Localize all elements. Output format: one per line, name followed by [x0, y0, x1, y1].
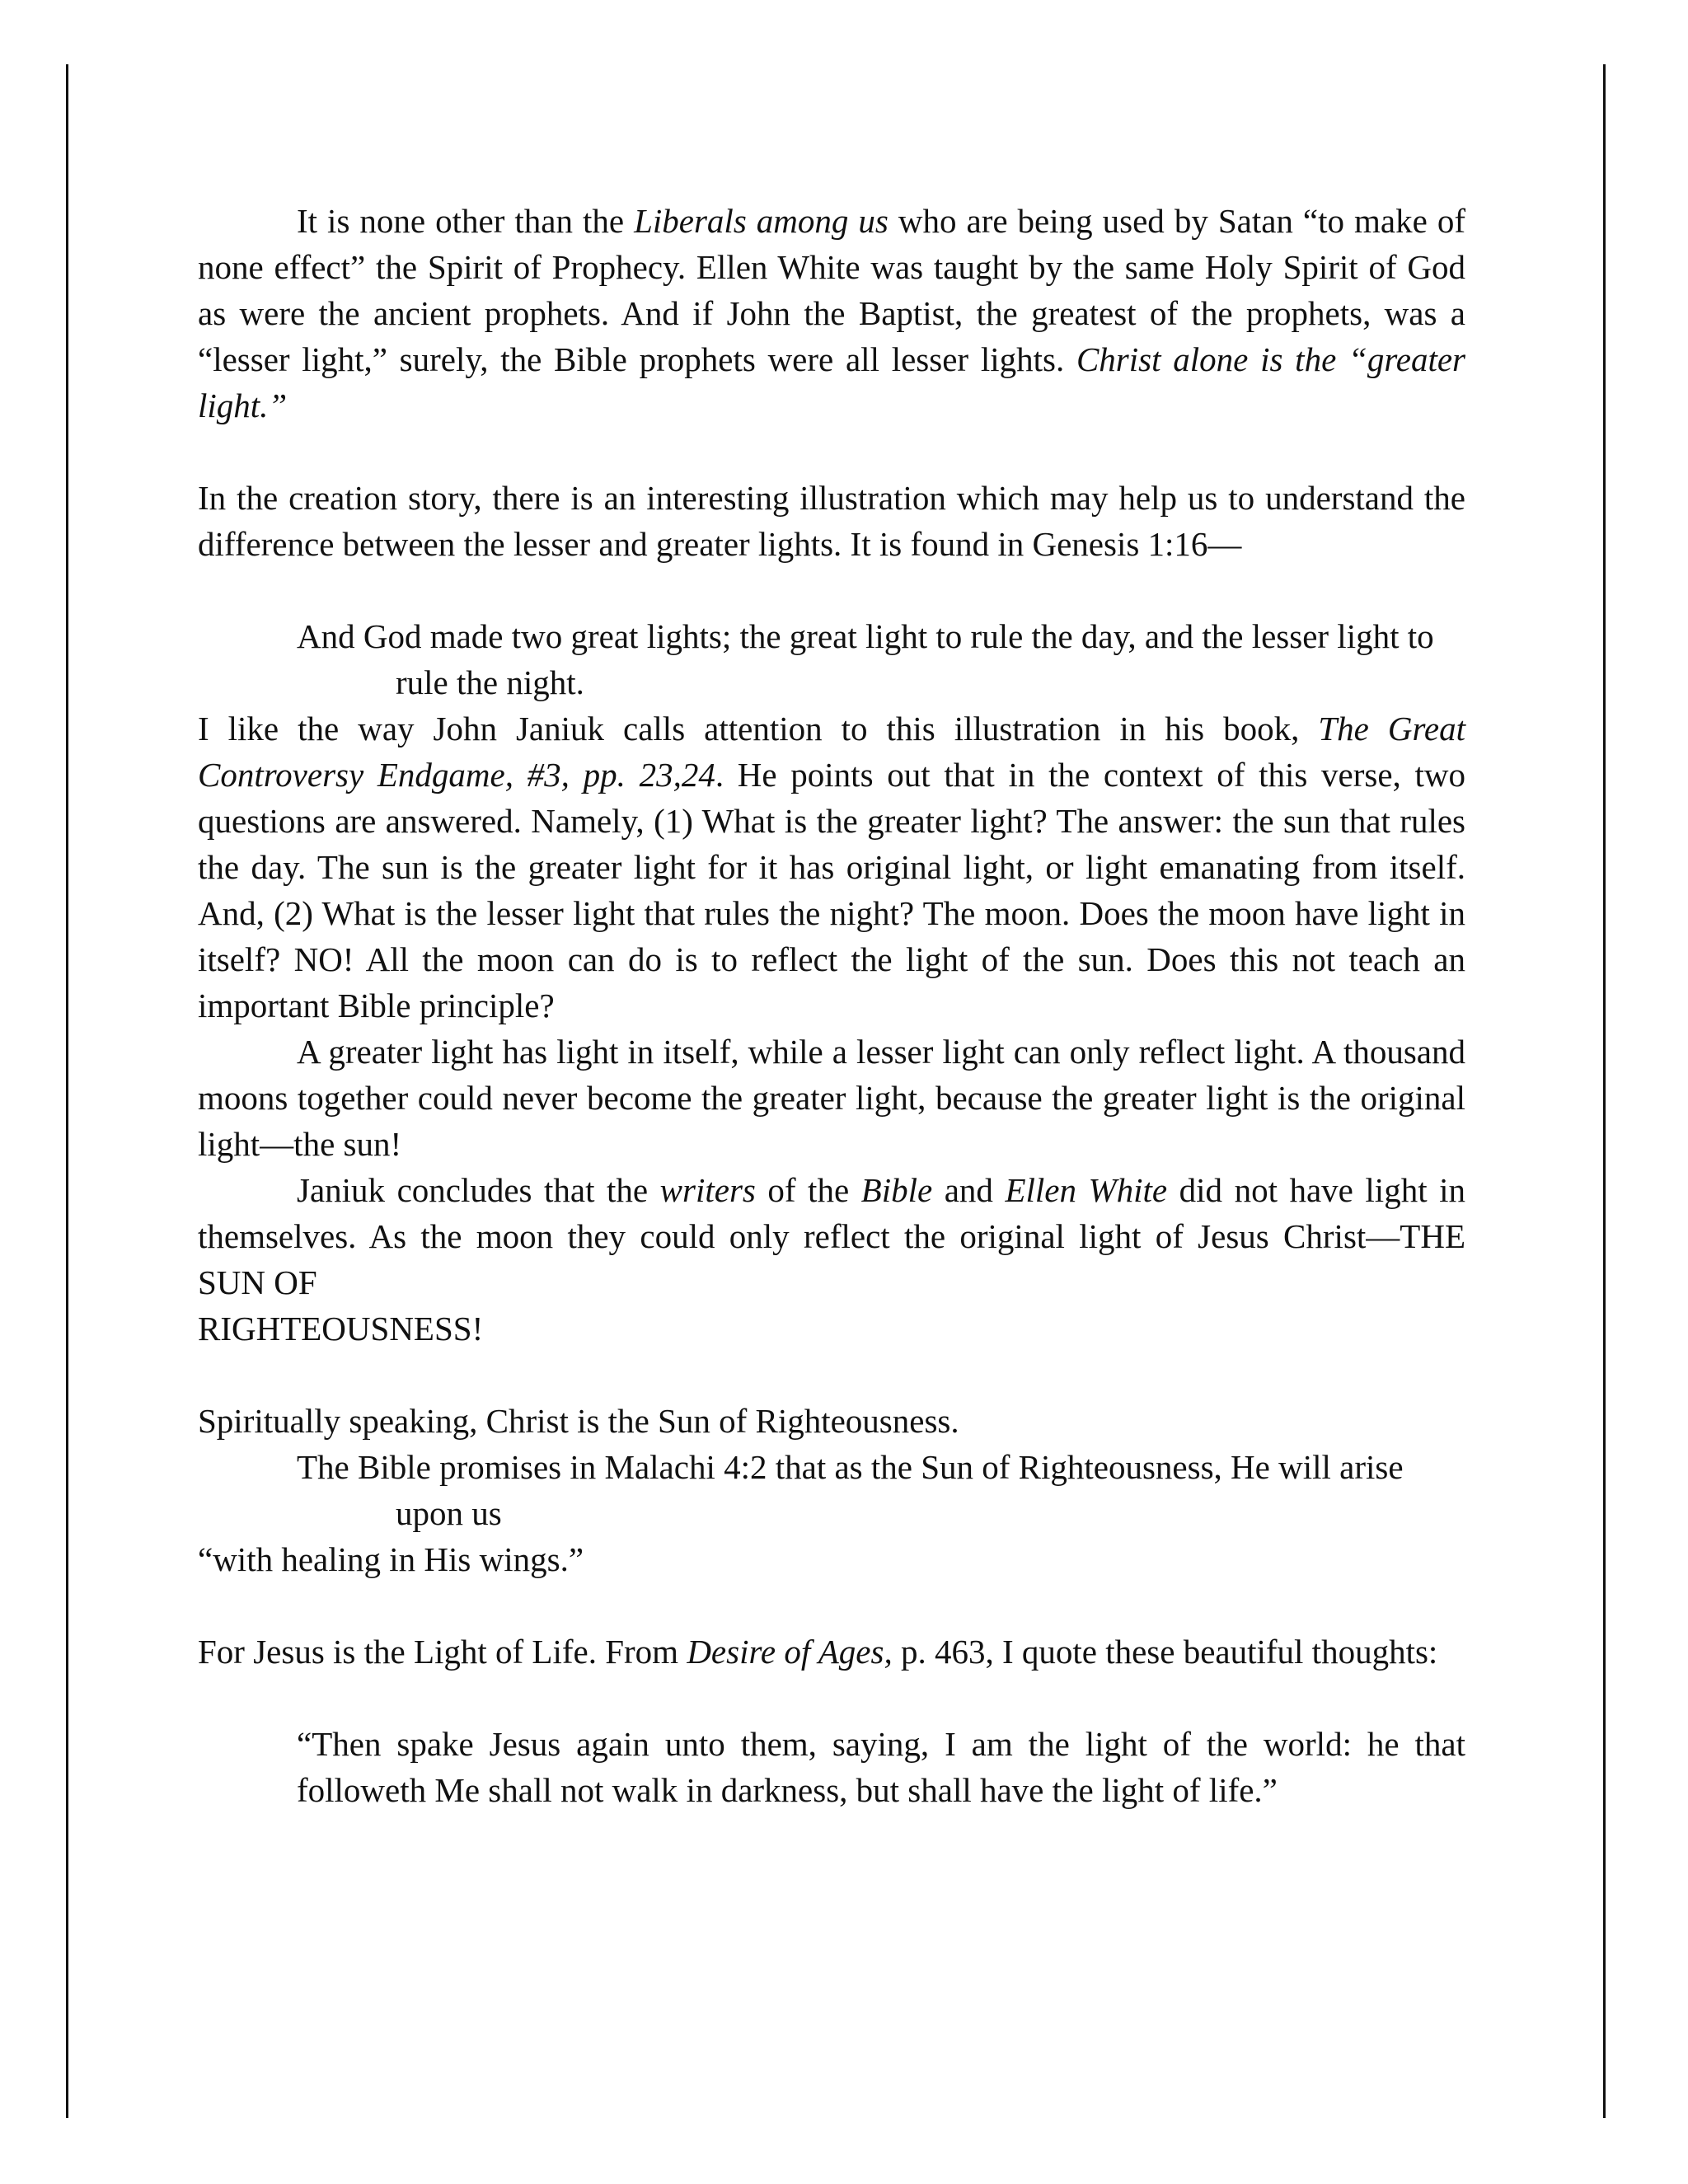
paragraph-text: Janiuk concludes that the — [297, 1171, 660, 1209]
page-body — [198, 198, 1465, 1813]
paragraph-text: I like the way John Janiuk calls attention to this illustration in his book, — [198, 710, 1319, 748]
italic-text: Ellen White — [1005, 1171, 1168, 1209]
paragraph-liberals — [198, 198, 1465, 429]
paragraph-text: who are being used by Satan “to make of none effect” the Spirit of Prophecy. Ellen White was taught by the same Holy Spirit of God as were the ancient prophets. And if John the Baptist, the greatest of the prophets, was a “lesser light,” surely, the Bible prophets were all lesser lights. — [198, 202, 1465, 378]
book-title: Desire of Ages, — [687, 1633, 893, 1671]
paragraph-healing: “with healing in His wings.” — [198, 1540, 584, 1578]
paragraph-spiritually: Spiritually speaking, Christ is the Sun of Righteousness. — [198, 1402, 959, 1440]
italic-text: Liberals among us — [634, 202, 889, 240]
paragraph-janiuk-concludes — [198, 1167, 1465, 1305]
paragraph-text: and — [932, 1171, 1006, 1209]
paragraph-text: of the — [755, 1171, 861, 1209]
italic-text: Christ alone is the “greater light.” — [198, 340, 1466, 424]
paragraph-text: For Jesus is the Light of Life. From — [198, 1633, 687, 1671]
italic-text: Bible — [860, 1171, 933, 1209]
paragraph-text: did not have light in themselves. As the moon they could only reflect the original light of Jesus Christ—THE SUN OF — [198, 1171, 1465, 1301]
paragraph-creation-story: In the creation story, there is an interesting illustration which may help us to understand the difference between the lesser and greater lights. It is found in Genesis 1:16— — [198, 479, 1465, 563]
left-margin-rule — [66, 64, 68, 2118]
italic-text: writers — [659, 1171, 756, 1209]
book-title: The Great Controversy Endgame, #3, pp. 23,24 — [198, 710, 1465, 794]
block-quote-genesis: And God made two great lights; the great light to rule the day, and the lesser light to rule the night. — [297, 617, 1434, 701]
paragraph-janiuk-book — [198, 705, 1465, 1029]
paragraph-malachi: The Bible promises in Malachi 4:2 that as the Sun of Righteousness, He will arise upon us — [297, 1448, 1404, 1532]
paragraph-text: p. 463, I quote these beautiful thoughts: — [892, 1633, 1438, 1671]
block-quote-light-of-world: “Then spake Jesus again unto them, saying, I am the light of the world: he that followeth Me shall not walk in darkness, but shall have the light of life.” — [297, 1725, 1465, 1809]
right-margin-rule — [1603, 64, 1606, 2118]
paragraph-text: It is none other than the — [297, 202, 635, 240]
paragraph-desire-of-ages — [198, 1629, 1465, 1675]
paragraph-text: . He points out that in the context of this verse, two questions are answered. Namely, (1) What is the greater light? The answer: the sun that rules the day. The sun is the greater light for it has original light, or light emanating from itself. And, (2) What is the lesser light that rules the night? The moon. Does the moon have light in itself? NO! All the moon can do is to reflect the light of the sun. Does this not teach an important Bible principle? — [198, 756, 1465, 1024]
paragraph-righteousness: RIGHTEOUSNESS! — [198, 1310, 484, 1347]
paragraph-greater-light: A greater light has light in itself, while a lesser light can only reflect light. A thousand moons together could never become the greater light, because the greater light is the original light—the sun! — [198, 1033, 1465, 1163]
